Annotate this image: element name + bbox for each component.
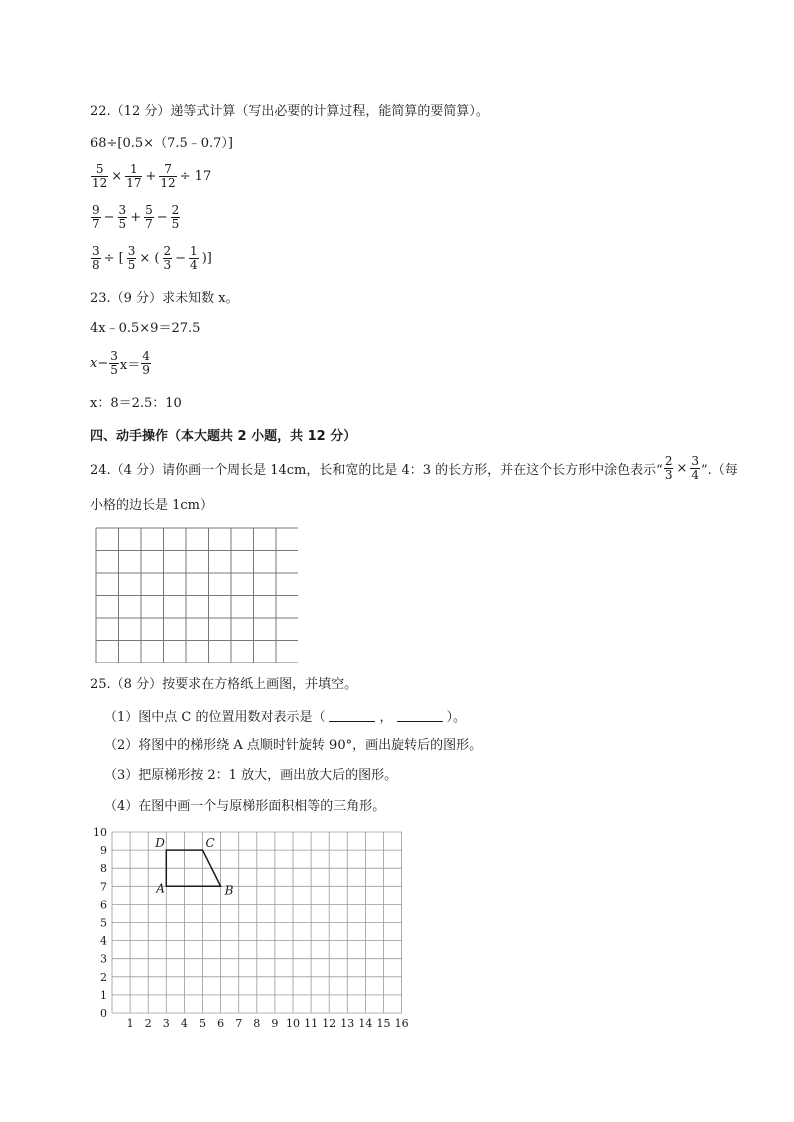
operator: ÷ 17 [179, 169, 212, 184]
x-tick-label: 2 [144, 1017, 152, 1030]
fraction: $\frac{2}{5}$ [171, 203, 180, 231]
q24-line2: 小格的边长是 1cm） [90, 498, 214, 513]
q22-expr2 [90, 163, 213, 190]
vertex-label-a: A [156, 881, 165, 896]
fraction: $\frac{9}{7}$ [92, 203, 100, 231]
q25-item1 [104, 706, 466, 725]
fraction: $\frac{3}{5}$ [110, 349, 118, 377]
fraction: $\frac{7}{12}$ [160, 162, 176, 190]
y-tick-label: 7 [100, 880, 107, 894]
x-tick-label: 16 [394, 1017, 409, 1030]
fraction: $\frac{2}{3}$ [664, 454, 673, 482]
answer-blank-1[interactable] [329, 709, 375, 722]
operator: − [156, 210, 168, 225]
answer-blank-2[interactable] [397, 709, 443, 722]
x-tick-label: 9 [271, 1017, 279, 1030]
q24-line1 [90, 455, 738, 482]
y-tick-label: 3 [100, 952, 107, 966]
q23-header: 23.（9 分）求未知数 x。 [90, 291, 239, 306]
fraction: $\frac{3}{8}$ [92, 244, 100, 272]
q25-item1-close: ）。 [446, 710, 467, 725]
x-tick-label: 4 [180, 1017, 188, 1030]
y-tick-label: 2 [100, 970, 107, 984]
vertex-label-d: D [155, 836, 165, 851]
section-4-title: 四、动手操作（本大题共 2 小题，共 12 分） [90, 429, 357, 444]
q24-text-b: ”.（每 [701, 463, 738, 478]
q22-header: 22.（12 分）递等式计算（写出必要的计算过程，能简算的要简算）。 [90, 104, 489, 119]
x-tick-label: 15 [376, 1017, 391, 1030]
operator: − [175, 251, 187, 266]
y-tick-label: 9 [100, 844, 107, 858]
vertex-label-c: C [205, 836, 215, 851]
y-tick-label: 6 [100, 898, 107, 912]
q25-item4: （4）在图中画一个与原梯形面积相等的三角形。 [104, 799, 386, 814]
equation-mid: x＝ [119, 358, 141, 373]
q23-eq2 [90, 350, 152, 377]
q25-item2: （2）将图中的梯形绕 A 点顺时针旋转 90°，画出旋转后的图形。 [104, 738, 483, 753]
fraction: $\frac{3}{5}$ [118, 203, 127, 231]
q23-eq1: 4x﹣0.5×9＝27.5 [90, 321, 201, 336]
q22-expr1: 68÷[0.5×（7.5﹣0.7）] [90, 136, 233, 151]
q25-header: 25.（8 分）按要求在方格纸上画图，并填空。 [90, 677, 358, 692]
y-tick-label: 5 [100, 916, 107, 930]
x-tick-label: 1 [126, 1017, 134, 1030]
coordinate-grid [88, 824, 418, 1034]
x-tick-label: 8 [253, 1017, 261, 1030]
q22-expr4 [90, 245, 214, 272]
fraction: $\frac{3}{5}$ [127, 244, 136, 272]
fraction: $\frac{5}{7}$ [145, 203, 153, 231]
q24-text-a: 24.（4 分）请你画一个周长是 14cm，长和宽的比是 4：3 的长方形，并在这个长方形中涂色表示“ [90, 463, 663, 478]
operator: × ( [139, 251, 160, 266]
x-tick-label: 6 [217, 1017, 225, 1030]
vertex-label-b: B [224, 883, 234, 898]
operator: + [130, 210, 142, 225]
x-tick-label: 10 [286, 1017, 300, 1030]
operator: + [145, 169, 157, 184]
q22-expr3 [90, 204, 181, 231]
x-tick-label: 3 [162, 1017, 170, 1030]
operator: )] [201, 251, 212, 266]
x-tick-label: 11 [304, 1017, 319, 1030]
fraction: $\frac{1}{17}$ [126, 162, 142, 190]
fraction: $\frac{2}{3}$ [163, 244, 172, 272]
fraction: $\frac{3}{4}$ [691, 454, 700, 482]
q23-eq3: x：8＝2.5：10 [90, 396, 182, 411]
operator: − [103, 210, 115, 225]
y-tick-label: 1 [100, 988, 107, 1002]
operator: × [676, 461, 688, 476]
x-tick-label: 13 [340, 1017, 355, 1030]
q25-item1-text: （1）图中点 C 的位置用数对表示是（ [104, 710, 326, 725]
x-tick-label: 14 [358, 1017, 373, 1030]
fraction: $\frac{5}{12}$ [92, 162, 108, 190]
x-tick-label: 5 [199, 1017, 206, 1030]
x-tick-label: 7 [235, 1017, 243, 1030]
small-grid [95, 527, 298, 663]
q25-item3: （3）把原梯形按 2：1 放大，画出放大后的图形。 [104, 768, 398, 783]
fraction: $\frac{1}{4}$ [190, 244, 198, 272]
operator: ÷ [ [103, 251, 124, 266]
y-tick-label: 8 [100, 862, 107, 876]
operator: × [111, 169, 123, 184]
separator: ， [379, 710, 393, 725]
y-tick-label: 4 [100, 934, 107, 948]
y-tick-label: 10 [93, 826, 107, 839]
y-tick-label: 0 [100, 1007, 107, 1020]
fraction: $\frac{4}{9}$ [142, 349, 150, 377]
equation-left: x− [90, 356, 109, 371]
x-tick-label: 12 [322, 1017, 337, 1030]
